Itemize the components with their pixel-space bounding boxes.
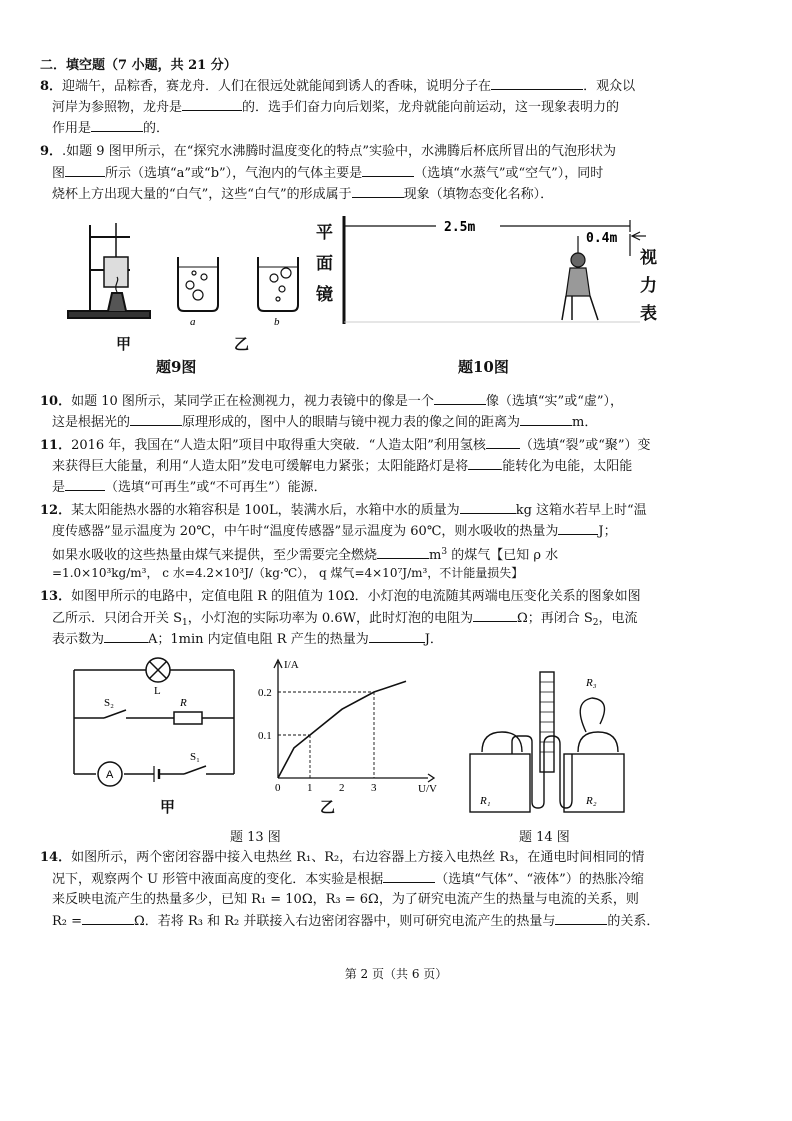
switch-s2-lever: [104, 710, 126, 718]
y-tick-label: 0.2: [258, 687, 272, 699]
beaker-a: [178, 257, 218, 311]
answer-blank[interactable]: [91, 120, 143, 132]
label-resistor: R: [180, 697, 187, 709]
question-9-line-1: 9．.如题 9 图甲所示，在“探究水沸腾时温度变化的特点”实验中，水沸腾后杯底所冒出的气泡形状为: [40, 144, 617, 159]
figure-9-apparatus: [60, 215, 300, 330]
switch-s1-lever: [184, 766, 206, 774]
answer-blank[interactable]: [65, 165, 105, 177]
bubble-icon: [186, 281, 194, 289]
eye-chart-label: 视 力 表: [640, 248, 657, 324]
bubble-icon: [201, 274, 207, 280]
figure-9-label-yi: 乙: [234, 335, 250, 353]
wire-loop-right: [578, 732, 618, 752]
distance-2-5m: 2.5m: [444, 220, 476, 235]
answer-blank[interactable]: [383, 871, 435, 883]
question-12-line-4: =1.0×10³kg/m³， c 水=4.2×10³J/（kg·℃）， q 煤气=4×10⁷J/m³，不计能量损失】: [52, 566, 524, 580]
label-lamp: L: [154, 685, 161, 697]
answer-blank[interactable]: [520, 414, 572, 426]
beaker-jia: [104, 257, 128, 287]
answer-blank[interactable]: [369, 631, 425, 643]
label-s2: S₂: [104, 697, 114, 709]
x-tick-label: 3: [371, 782, 377, 794]
answer-blank[interactable]: [434, 393, 486, 405]
question-9-line-2: 图 所示（选填“a”或“b”），气泡内的气体主要是 （选填“水蒸气”或“空气”），同时: [52, 166, 604, 181]
y-tick-label: 0.1: [258, 730, 272, 742]
y-axis-label: I/A: [284, 659, 299, 671]
stand-base: [68, 311, 150, 318]
chair: [562, 296, 598, 320]
figure-13-label-jia: 甲: [160, 798, 176, 816]
answer-blank[interactable]: [558, 523, 598, 535]
question-14-line-2: 况下，观察两个 U 形管中液面高度的变化．本实验是根据 （选填“气体”、“液体”）的热胀冷缩: [52, 872, 644, 887]
answer-blank[interactable]: [491, 78, 583, 90]
question-13-line-3: 表示数为 A；1min 内定值电阻 R 产生的热量为 J．: [52, 632, 443, 647]
figure-14-apparatus: [462, 662, 650, 818]
question-11-line-1: 11．2016 年，我国在“人造太阳”项目中取得重大突破．“人造太阳”利用氢核 （选填“裂”或“聚”）变: [40, 438, 651, 453]
question-10-line-1: 10．如题 10 图所示，某同学正在检测视力，视力表镜中的像是一个 像（选填“实”或“虚”），: [40, 394, 623, 409]
figure-10-setup: [340, 212, 650, 332]
x-tick-label: 1: [307, 782, 313, 794]
question-11-line-3: 是 （选填“可再生”或“不可再生”）能源．: [52, 480, 327, 495]
question-8-line-3: 作用是 的．: [52, 121, 170, 136]
question-14-line-1: 14．如图所示，两个密闭容器中接入电热丝 R₁、R₂，右边容器上方接入电热丝 R₃，在通电时间相同的情: [40, 850, 645, 865]
answer-blank[interactable]: [468, 458, 502, 470]
answer-blank[interactable]: [460, 502, 516, 514]
label-s1: S₁: [190, 751, 200, 763]
question-12-line-1: 12．某太阳能热水器的水箱容积是 100L，装满水后，水箱中水的质量为 kg 这箱水若早上时“温: [40, 503, 647, 518]
question-13-line-1: 13．如图甲所示的电路中，定值电阻 R 的阻值为 10Ω．小灯泡的电流随其两端电压变化关系的图象如图: [40, 589, 641, 604]
question-8-line-1: 8．迎端午，品粽香，赛龙舟．人们在很远处就能闻到诱人的香味，说明分子在 ．观众以: [40, 79, 636, 94]
figure-9-label-jia: 甲: [116, 335, 132, 353]
figure-13-iu-graph: [258, 656, 444, 796]
person-head: [571, 253, 585, 267]
wire-loop-left: [482, 732, 522, 752]
answer-blank[interactable]: [473, 610, 517, 622]
x-axis-label: U/V: [418, 783, 437, 795]
answer-blank[interactable]: [486, 437, 520, 449]
distance-0-4m: 0.4m: [586, 231, 618, 246]
figure-14-caption: 题 14 图: [519, 830, 570, 845]
figure-13-label-yi: 乙: [320, 798, 336, 816]
answer-blank[interactable]: [65, 479, 105, 491]
label-ammeter: A: [106, 769, 114, 781]
question-14-line-4: R₂ = Ω．若将 R₃ 和 R₂ 并联接入右边密闭容器中，则可研究电流产生的热量与 的关系．: [52, 914, 660, 929]
person-body: [566, 268, 590, 296]
section-header: 二．填空题（7 小题，共 21 分）: [40, 58, 237, 73]
x-tick-label: 2: [339, 782, 345, 794]
figure-13-caption: 题 13 图: [230, 830, 281, 845]
figure-10-caption: 题10图: [458, 358, 509, 376]
bubble-icon: [193, 290, 203, 300]
answer-blank[interactable]: [362, 165, 414, 177]
answer-blank[interactable]: [130, 414, 182, 426]
answer-blank[interactable]: [182, 99, 242, 111]
label-r2: R₂: [586, 795, 597, 807]
bubble-icon: [276, 297, 280, 301]
question-12-line-2: 度传感器”显示温度为 20℃，中午时“温度传感器”显示温度为 60℃，则水吸收的热量为 J；: [52, 524, 617, 539]
wire-r3: [580, 698, 604, 732]
answer-blank[interactable]: [352, 186, 404, 198]
figure-13-circuit: [64, 654, 244, 790]
question-8-line-2: 河岸为参照物，龙舟是 的．选手们奋力向后划桨，龙舟就能向前运动，这一现象表明力的: [52, 100, 620, 115]
bubble-icon: [279, 286, 285, 292]
answer-blank[interactable]: [104, 631, 148, 643]
answer-blank[interactable]: [377, 547, 429, 559]
answer-blank[interactable]: [82, 913, 134, 925]
question-10-line-2: 这是根据光的 原理形成的，图中人的眼睛与镜中视力表的像之间的距离为 m．: [52, 415, 598, 430]
mirror-label: 平 面 镜: [316, 223, 333, 305]
iu-curve: [278, 681, 406, 778]
bubble-icon: [270, 274, 278, 282]
beaker-b: [258, 257, 298, 311]
container-left: [470, 754, 530, 812]
figure-9-caption: 题9图: [156, 358, 197, 376]
question-12-line-3: 如果水吸收的这些热量由煤气来提供，至少需要完全燃烧 $m^3$ 的煤气【已知 ρ 水: [52, 547, 559, 563]
question-11-line-2: 来获得巨大能量，利用“人造太阳”发电可缓解电力紧张；太阳能路灯是将 能转化为电能，太阳能: [52, 459, 633, 474]
bubble-icon: [281, 268, 291, 278]
page-footer: 第 2 页（共 6 页）: [344, 967, 448, 981]
bubble-icon: [192, 271, 196, 275]
label-a: a: [190, 316, 196, 328]
question-13-line-2: 乙所示．只闭合开关 $S_1$，小灯泡的实际功率为 0.6W，此时灯泡的电阻为 Ω；再闭合 $S_2$，电流: [52, 611, 638, 628]
resistor-r: [174, 712, 202, 724]
label-r1: R₁: [480, 795, 491, 807]
x-tick-label: 0: [275, 782, 281, 794]
question-14-line-3: 来反映电流产生的热量多少，已知 R₁ = 10Ω，R₃ = 6Ω，为了研究电流产生的热量与电流的关系，则: [52, 892, 639, 907]
label-r3: R₃: [586, 677, 597, 689]
answer-blank[interactable]: [555, 913, 607, 925]
question-9-line-3: 烧杯上方出现大量的“白气”，这些“白气”的形成属于 现象（填物态变化名称）．: [52, 187, 554, 202]
label-b: b: [274, 316, 280, 328]
x-axis-arrow-icon: [428, 774, 434, 782]
alcohol-lamp: [108, 293, 126, 311]
